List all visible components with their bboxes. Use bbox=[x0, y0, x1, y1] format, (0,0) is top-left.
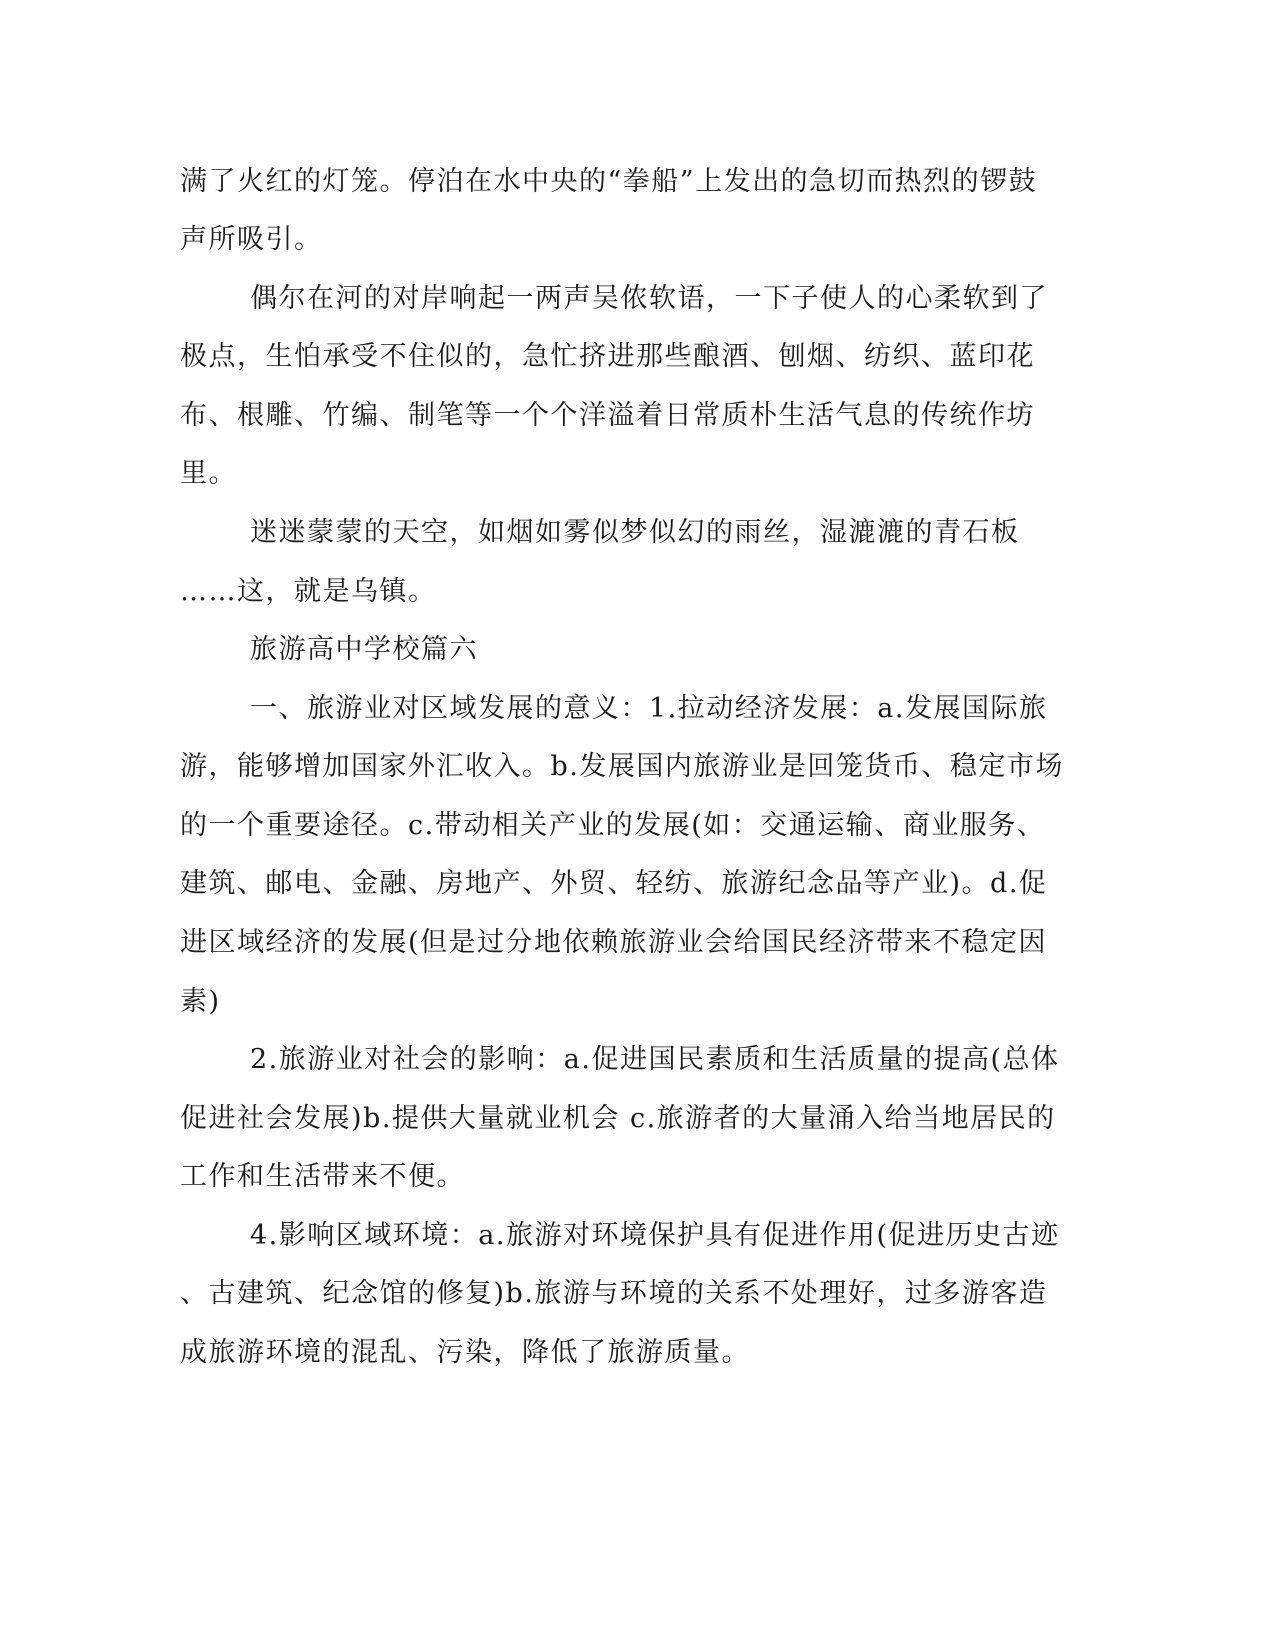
paragraph-first-line: 迷迷蒙蒙的天空，如烟如雾似梦似幻的雨丝，湿漉漉的青石板 bbox=[250, 517, 1020, 548]
text-line: 极点，生怕承受不住似的，急忙挤进那些酿酒、刨烟、纺织、蓝印花 bbox=[180, 341, 1035, 372]
paragraph-first-line: 4.影响区域环境：a.旅游对环境保护具有促进作用(促进历史古迹 bbox=[250, 1220, 1060, 1251]
paragraph-first-line: 2.旅游业对社会的影响：a.促进国民素质和生活质量的提高(总体 bbox=[250, 1044, 1060, 1075]
section-heading: 旅游高中学校篇六 bbox=[250, 634, 478, 665]
paragraph-first-line: 一、旅游业对区域发展的意义：1.拉动经济发展：a.发展国际旅 bbox=[250, 693, 1048, 724]
text-line: 布、根雕、竹编、制笔等一个个洋溢着日常质朴生活气息的传统作坊 bbox=[180, 400, 1035, 431]
text-line: 促进社会发展)b.提供大量就业机会 c.旅游者的大量涌入给当地居民的 bbox=[180, 1103, 1056, 1134]
text-line: 声所吸引。 bbox=[180, 224, 323, 255]
text-line: 成旅游环境的混乱、污染，降低了旅游质量。 bbox=[180, 1337, 750, 1368]
text-line: 的一个重要途径。c.带动相关产业的发展(如：交通运输、商业服务、 bbox=[180, 810, 1046, 841]
text-line: 里。 bbox=[180, 458, 237, 489]
text-line: 建筑、邮电、金融、房地产、外贸、轻纺、旅游纪念品等产业)。d.促 bbox=[180, 868, 1048, 899]
text-line: 游，能够增加国家外汇收入。b.发展国内旅游业是回笼货币、稳定市场 bbox=[180, 751, 1064, 782]
text-line: 、古建筑、纪念馆的修复)b.旅游与环境的关系不处理好，过多游客造 bbox=[180, 1278, 1048, 1309]
text-line: 工作和生活带来不便。 bbox=[180, 1161, 465, 1192]
text-line: 满了火红的灯笼。停泊在水中央的“拳船”上发出的急切而热烈的锣鼓 bbox=[180, 166, 1038, 197]
text-line: ……这，就是乌镇。 bbox=[180, 576, 437, 607]
paragraph-first-line: 偶尔在河的对岸响起一两声吴侬软语，一下子使人的心柔软到了 bbox=[250, 283, 1048, 314]
text-line: 进区域经济的发展(但是过分地依赖旅游业会给国民经济带来不稳定因 bbox=[180, 927, 1048, 958]
text-line: 素) bbox=[180, 986, 221, 1017]
